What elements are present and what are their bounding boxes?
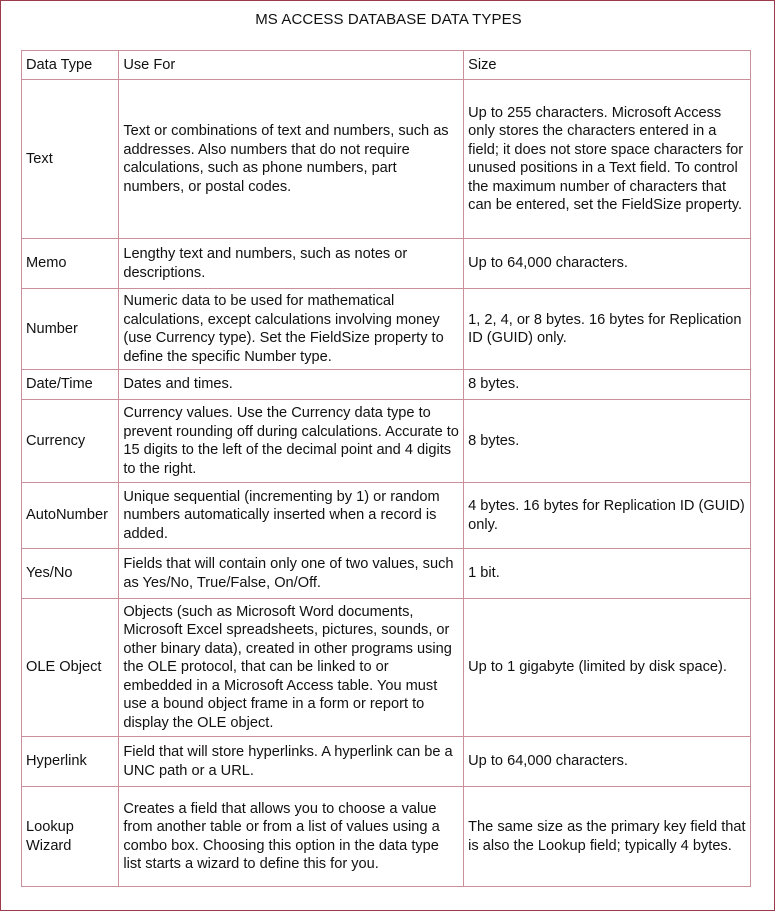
size-cell: Up to 1 gigabyte (limited by disk space). [464, 599, 751, 737]
use-for-cell: Creates a field that allows you to choose a value from another table or from a list of values using a combo box. Choosing this option in the data type list starts a wizard to define this for you. [119, 787, 464, 887]
data-type-cell: Date/Time [22, 370, 119, 400]
data-type-cell: AutoNumber [22, 483, 119, 549]
data-type-cell: OLE Object [22, 599, 119, 737]
data-type-cell: Number [22, 289, 119, 370]
table-row [22, 787, 751, 887]
table-row [22, 483, 751, 549]
use-for-cell: Objects (such as Microsoft Word documents, Microsoft Excel spreadsheets, pictures, sounds, or other binary data), created in other programs using the OLE protocol, that can be linked to or embedded in a Microsoft Access table. You must use a bound object frame in a form or report to display the OLE object. [119, 599, 464, 737]
use-for-cell: Fields that will contain only one of two values, such as Yes/No, True/False, On/Off. [119, 549, 464, 599]
data-type-cell: Yes/No [22, 549, 119, 599]
use-for-cell: Field that will store hyperlinks. A hyperlink can be a UNC path or a URL. [119, 737, 464, 787]
size-cell: 8 bytes. [464, 370, 751, 400]
size-cell: Up to 64,000 characters. [464, 737, 751, 787]
table-row [22, 400, 751, 483]
use-for-cell: Lengthy text and numbers, such as notes or descriptions. [119, 239, 464, 289]
table-row [22, 370, 751, 400]
use-for-cell: Dates and times. [119, 370, 464, 400]
table-row [22, 737, 751, 787]
table-row [22, 80, 751, 239]
use-for-cell: Unique sequential (incrementing by 1) or random numbers automatically inserted when a record is added. [119, 483, 464, 549]
use-for-cell: Text or combinations of text and numbers, such as addresses. Also numbers that do not require calculations, such as phone numbers, part numbers, or postal codes. [119, 80, 464, 239]
table-row [22, 239, 751, 289]
header-use-for: Use For [119, 51, 464, 80]
data-type-cell: Memo [22, 239, 119, 289]
data-type-cell: Currency [22, 400, 119, 483]
size-cell: 4 bytes. 16 bytes for Replication ID (GUID) only. [464, 483, 751, 549]
size-cell: The same size as the primary key field that is also the Lookup field; typically 4 bytes. [464, 787, 751, 887]
table-row [22, 599, 751, 737]
use-for-cell: Numeric data to be used for mathematical calculations, except calculations involving money (use Currency type). Set the FieldSize property to define the specific Number type. [119, 289, 464, 370]
size-cell: 1, 2, 4, or 8 bytes. 16 bytes for Replication ID (GUID) only. [464, 289, 751, 370]
data-type-cell: Lookup Wizard [22, 787, 119, 887]
data-type-cell: Text [22, 80, 119, 239]
size-cell: Up to 64,000 characters. [464, 239, 751, 289]
table-row [22, 289, 751, 370]
document-title: MS ACCESS DATABASE DATA TYPES [255, 11, 522, 28]
header-size: Size [464, 51, 751, 80]
data-types-table [21, 50, 751, 887]
header-data-type: Data Type [22, 51, 119, 80]
size-cell: 1 bit. [464, 549, 751, 599]
table-row [22, 549, 751, 599]
size-cell: Up to 255 characters. Microsoft Access only stores the characters entered in a field; it does not store space characters for unused positions in a Text field. To control the maximum number of characters that can be entered, set the FieldSize property. [464, 80, 751, 239]
size-cell: 8 bytes. [464, 400, 751, 483]
use-for-cell: Currency values. Use the Currency data type to prevent rounding off during calculations. Accurate to 15 digits to the left of the decimal point and 4 digits to the right. [119, 400, 464, 483]
table-header-row [22, 51, 751, 80]
data-type-cell: Hyperlink [22, 737, 119, 787]
